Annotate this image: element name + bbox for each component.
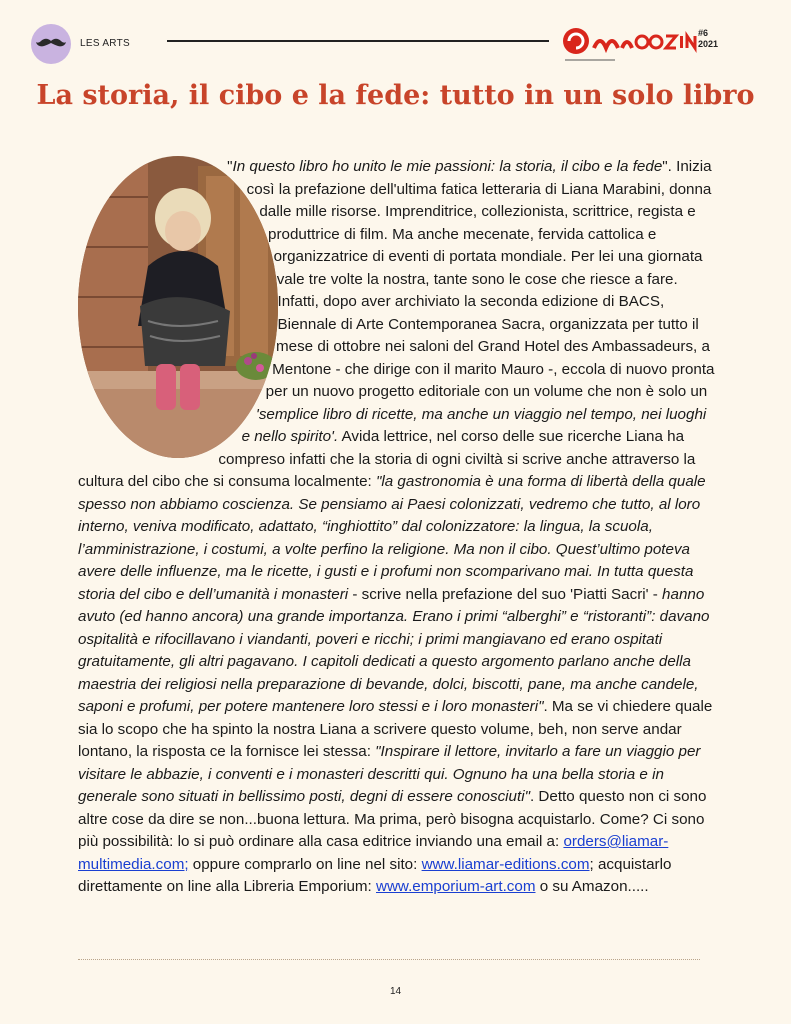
page-number: 14 — [389, 986, 402, 997]
body-segment: " — [227, 158, 233, 175]
mustache-icon — [36, 37, 66, 49]
article-body — [78, 156, 718, 899]
body-segment: ". Inizia così la prefazione dell'ultima fatica letteraria di Liana Marabini, donna dalle mille risorse. Imprenditrice, collezionista, scrittrice, regista e produttrice di film. Ma anche mecenate, fervida cattolica e organizzatrice di eventi di portata mondiale. Per lei una giornata vale tre volte la nostra, tante sono le cose che riesce a fare. Infatti, dopo aver archiviato la seconda edizione di BACS, Biennale di Arte Contemporanea Sacra, organizzata per tutto il mese di ottobre nei saloni del Grand Hotel des Ambassadeurs, a Mentone - che dirige con il marito Mauro -, eccola di nuovo pronta per un nuovo progetto editoriale con un volume che non è solo un — [246, 158, 715, 400]
body-segment: . Detto questo non ci sono altre cose da dire se non...buona lettura. Ma prima, però bisogna acquistarlo. Come? Ci sono più possibilità: lo si può ordinare alla casa editrice inviando una email a: — [78, 788, 707, 850]
body-quote: In questo libro ho unito le mie passioni: la storia, il cibo e la fede — [232, 158, 663, 175]
issue-year: 2021 — [698, 39, 719, 49]
body-quote: "la gastronomia è una forma di libertà della quale spesso non abbiamo coscienza. Se pensiamo ai Paesi colonizzati, vedremo che tutto, al loro interno, veniva modificato, adattato, “inghiottito” dal colonizzatore: la lingua, la scuola, l’amministrazione, i costumi, a volte perfino la religione. Ma non il cibo. Quest’ultimo poteva avere delle influenze, ma le ricette, i gusti e i profumi non scomparivano mai. In tutta questa storia del cibo e dell’umanità i monasteri — [78, 473, 706, 603]
body-quote: 'semplice libro di ricette, ma anche un viaggio nel tempo, nei luoghi e nello spirito'. — [241, 405, 707, 445]
magazine-issue — [698, 28, 718, 50]
body-segment: - scrive nella prefazione del suo 'Piatti Sacri' - — [348, 585, 663, 603]
issue-number: #6 — [698, 28, 709, 38]
email-link[interactable]: orders@liamar-multimedia.com; — [78, 833, 669, 873]
body-segment: Avida lettrice, nel corso delle sue ricerche Liana ha compreso infatti che la storia di ogni civiltà si scrive anche attraverso la cultura del cibo che si consuma localmente: — [78, 428, 696, 490]
body-quote: "Inspirare il lettore, invitarlo a fare un viaggio per visitare le abbazie, i conventi e i monasteri descritti qui. Ognuno ha una bella storia e in generale sono situati in bellissimo posti, degni di essere conosciuti" — [78, 743, 701, 805]
site-link[interactable]: www.liamar-editions.com — [421, 855, 590, 873]
section-label: LES ARTS — [80, 38, 131, 49]
body-segment: . Ma se vi chiedere quale sia lo scopo che ha spinto la nostra Liana a scrivere questo volume, beh, non serve andar lontano, la risposta ce la fornisce lei stessa: — [78, 698, 713, 760]
body-segment: o su Amazon..... — [535, 878, 649, 895]
body-quote: hanno avuto (ed hanno ancora) una grande importanza. Erano i primi “alberghi” e “ristoranti”: davano ospitalità e rifocillavano i viandanti, poveri e ricchi; i primi mangiavano ed erano ospitati gratuitamente, gli altri pagavano. I capitoli dedicati a questo argomento parlano anche della maestria dei religiosi nella preparazione di bevande, dolci, biscotti, pane, ma anche candele, saponi e profumi, per potere mantenere loro stessi e i loro monasteri" — [78, 585, 710, 715]
body-segment: ; acquistarlo direttamente on line alla Libreria Emporium: — [78, 855, 672, 895]
header-divider — [167, 40, 549, 42]
footer-divider — [78, 959, 700, 960]
article-title: La storia, il cibo e la fede: tutto in un solo libro — [36, 80, 755, 111]
emporium-link[interactable]: www.emporium-art.com — [376, 878, 536, 895]
body-segment: oppure comprarlo on line nel sito: — [188, 855, 422, 873]
page-header — [0, 0, 791, 70]
